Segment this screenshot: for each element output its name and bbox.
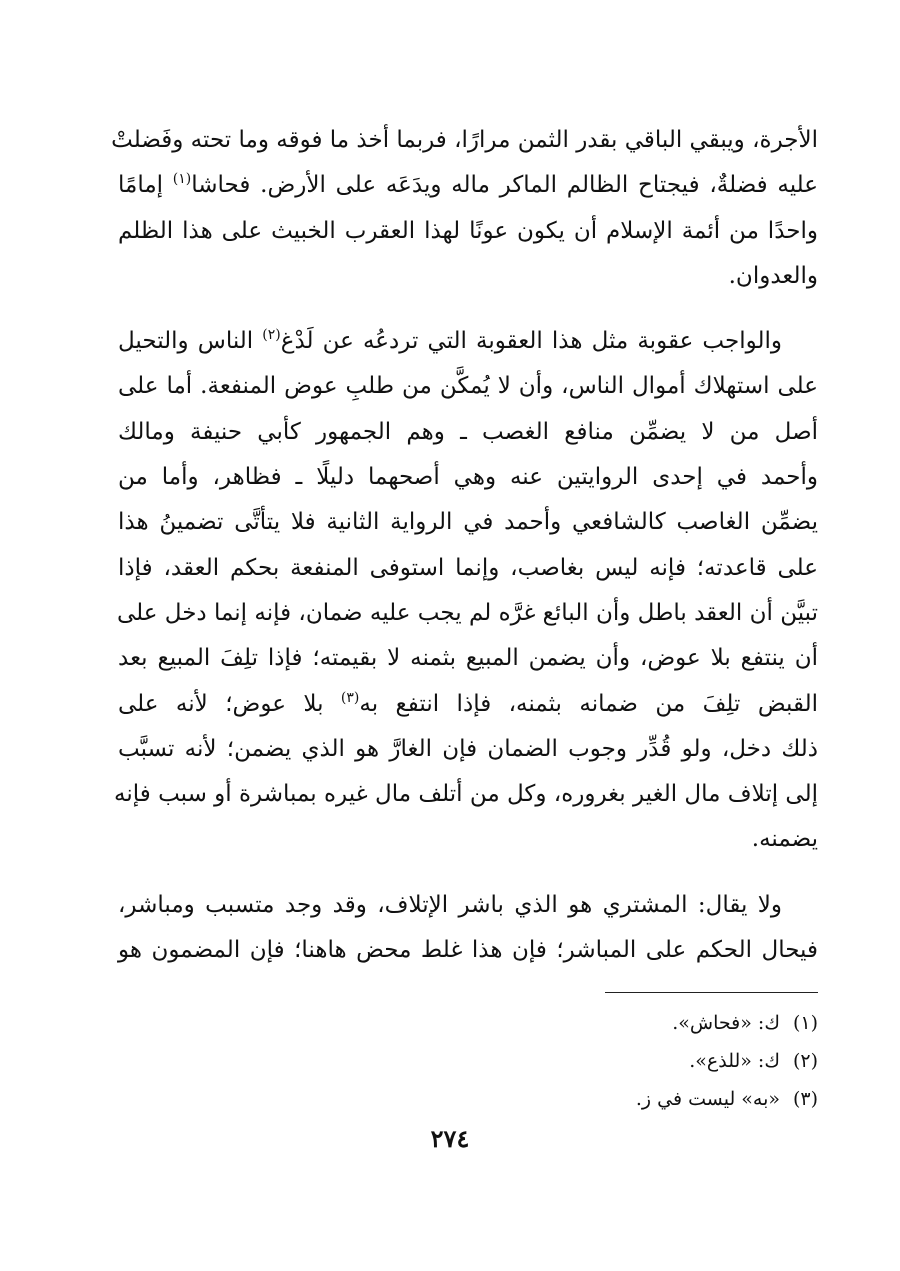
- footnote-text: ك: «للذع».: [689, 1050, 780, 1072]
- text-line: واحدًا من أئمة الإسلام أن يكون عونًا لهذا العقرب الخبيث على هذا الظلم: [118, 217, 818, 244]
- footnote-number: (٢): [792, 1050, 818, 1072]
- text-line: أصل من لا يضمِّن منافع الغصب ـ وهم الجمهور كأبي حنيفة ومالك: [118, 418, 818, 445]
- footnote-text: ك: «فحاش».: [672, 1012, 780, 1034]
- footnote-number: (١): [792, 1012, 818, 1034]
- text-line: أن ينتفع بلا عوض، وأن يضمن المبيع بثمنه لا بقيمته؛ فإذا تلِفَ المبيع بعد: [118, 645, 818, 672]
- text-line: ولا يقال: المشتري هو الذي باشر الإتلاف، وقد وجد متسبب ومباشر،: [118, 891, 782, 918]
- text-line: على استهلاك أموال الناس، وأن لا يُمكَّن من طلبِ عوض المنفعة. أما على: [118, 373, 818, 400]
- footnote-separator: [605, 992, 818, 993]
- paragraph-2: [114, 319, 819, 863]
- footnotes: [518, 1004, 818, 1118]
- text-segment: الناس والتحيل: [118, 328, 263, 355]
- text-line: [118, 163, 818, 208]
- footnote-item: [518, 1004, 818, 1042]
- text-segment: عليه فضلةٌ، فيجتاح الظالم الماكر ماله ويدَعَه على الأرض. فحاشا: [191, 172, 819, 199]
- footnote-number: (٣): [792, 1088, 818, 1110]
- main-text: [111, 118, 819, 973]
- paragraph-1: [111, 118, 819, 299]
- text-segment: القبض تلِفَ من ضمانه بثمنه، فإذا انتفع به: [359, 690, 819, 717]
- footnote-ref-3[interactable]: (٣): [340, 689, 360, 706]
- page-number: ٢٧٤: [430, 1124, 470, 1153]
- text-line: تبيَّن أن العقد باطل وأن البائع غرَّه لم يجب عليه ضمان، فإنه إنما دخل على: [116, 599, 818, 626]
- text-line: الأجرة، ويبقي الباقي بقدر الثمن مرارًا، فربما أخذ ما فوقه وما تحته وفَضلتْ: [111, 127, 818, 153]
- footnote-ref-2[interactable]: (٢): [262, 327, 281, 344]
- text-line: يضمنه.: [751, 826, 818, 853]
- footnote-item: [518, 1080, 818, 1118]
- text-line: والعدوان.: [728, 262, 818, 289]
- footnote-text: «به» ليست في ز.: [635, 1088, 780, 1110]
- text-line: [118, 682, 818, 727]
- footnote-ref-1[interactable]: (١): [172, 171, 192, 188]
- text-line: وأحمد في إحدى الروايتين عنه وهي أصحهما دليلًا ـ فظاهر، وأما من: [118, 464, 818, 491]
- text-line: على قاعدته؛ فإنه ليس بغاصب، وإنما استوفى المنفعة بحكم العقد، فإذا: [118, 554, 818, 581]
- text-line: [118, 319, 818, 364]
- text-line: يضمِّن الغاصب كالشافعي وأحمد في الرواية الثانية فلا يتأتَّى تضمينُ هذا: [118, 509, 818, 536]
- text-segment: والواجب عقوبة مثل هذا العقوبة التي تردعُه عن لَدْغ: [280, 328, 782, 355]
- paragraph-3: [118, 883, 818, 974]
- text-line: ذلك دخل، ولو قُدِّر وجوب الضمان فإن الغارَّ هو الذي يضمن؛ لأنه تسبَّب: [118, 735, 818, 762]
- text-segment: إمامًا: [118, 172, 173, 199]
- text-line: فيحال الحكم على المباشر؛ فإن هذا غلط محض هاهنا؛ فإن المضمون هو: [118, 937, 818, 964]
- text-line: إلى إتلاف مال الغير بغروره، وكل من أتلف مال غيره بمباشرة أو سبب فإنه: [114, 781, 818, 808]
- text-segment: بلا عوض؛ لأنه على: [118, 690, 341, 717]
- footnote-item: [518, 1042, 818, 1080]
